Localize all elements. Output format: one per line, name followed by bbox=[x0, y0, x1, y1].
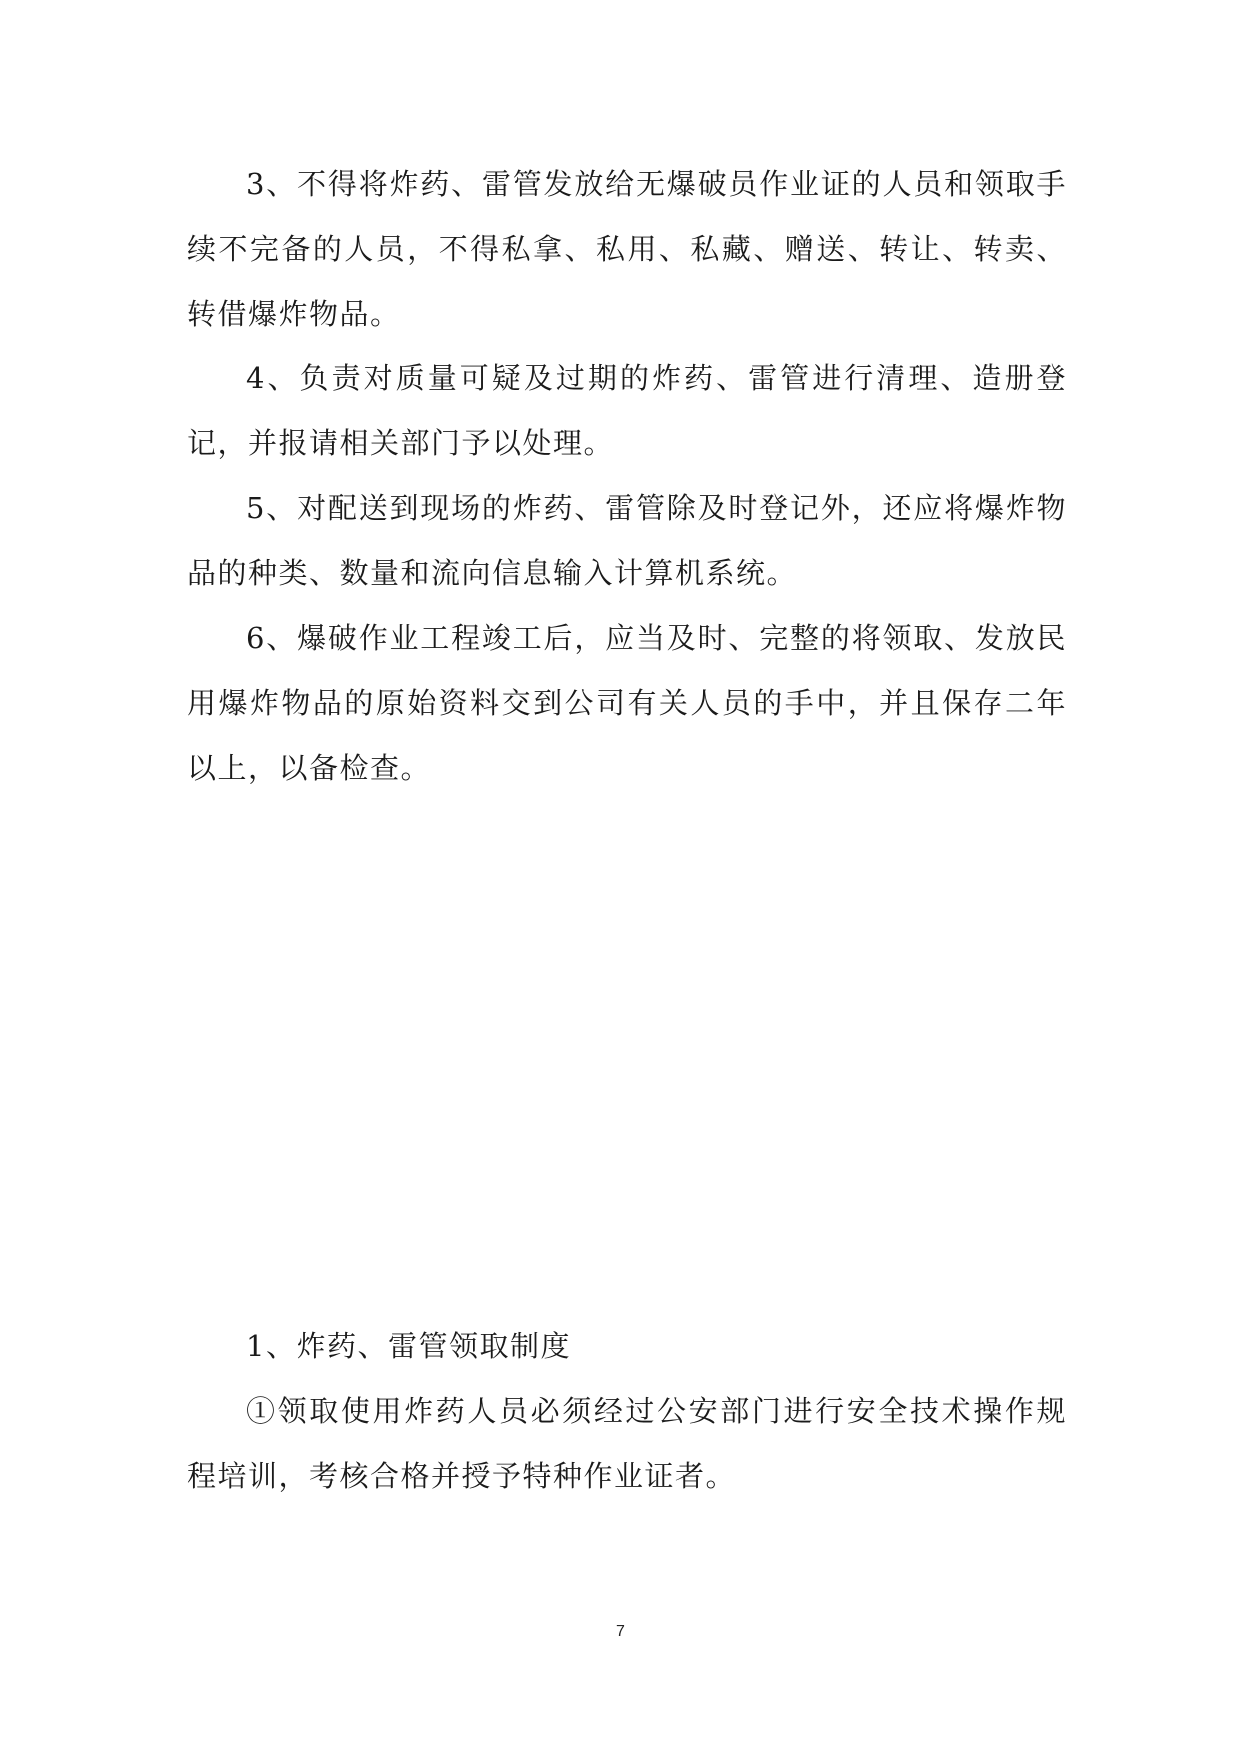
section-heading: 1、炸药、雷管领取制度 bbox=[246, 1329, 571, 1363]
page-number: 7 bbox=[616, 1623, 625, 1640]
paragraph-item-6: 6、爆破作业工程竣工后，应当及时、完整的将领取、发放民用爆炸物品的原始资料交到公司有关人员的手中，并且保存二年以上，以备检查。 bbox=[187, 621, 1067, 785]
paragraph-item-3: 3、不得将炸药、雷管发放给无爆破员作业证的人员和领取手续不完备的人员，不得私拿、私用、私藏、赠送、转让、转卖、转借爆炸物品。 bbox=[187, 167, 1067, 331]
paragraph-subitem-1: ①领取使用炸药人员必须经过公安部门进行安全技术操作规程培训，考核合格并授予特种作业证者。 bbox=[187, 1394, 1067, 1493]
paragraph-item-4: 4、负责对质量可疑及过期的炸药、雷管进行清理、造册登记，并报请相关部门予以处理。 bbox=[187, 361, 1067, 460]
paragraph-item-5: 5、对配送到现场的炸药、雷管除及时登记外，还应将爆炸物品的种类、数量和流向信息输入计算机系统。 bbox=[187, 491, 1067, 590]
